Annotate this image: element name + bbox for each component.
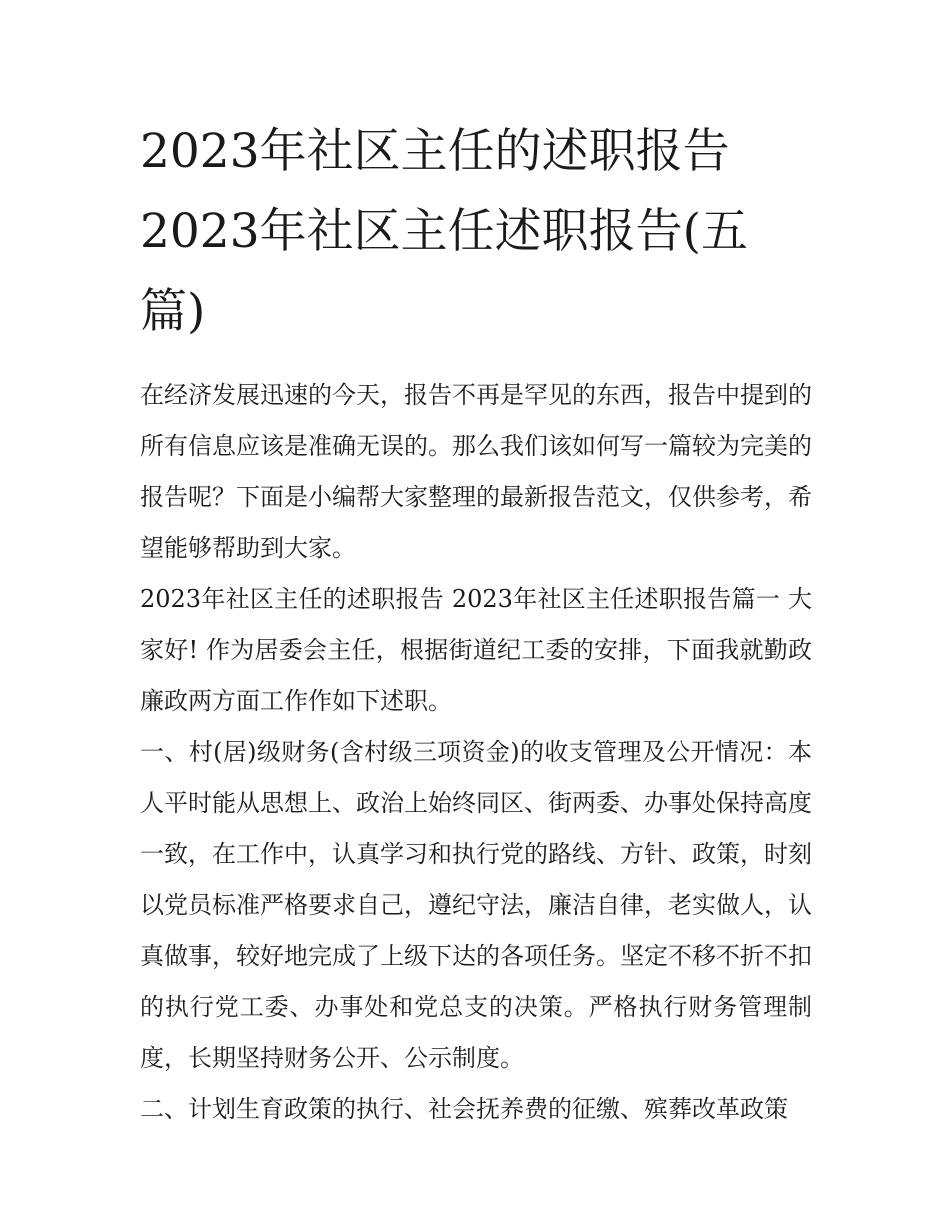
document-content [140, 112, 812, 1135]
title-line-2: 2023年社区主任述职报告(五 [140, 204, 748, 259]
paragraph-intro: 在经济发展迅速的今天，报告不再是罕见的东西，报告中提到的所有信息应该是准确无误的。那么我们该如何写一篇较为完美的报告呢？下面是小编帮大家整理的最新报告范文，仅供参考，希望能够帮助到大家。 [140, 381, 812, 562]
paragraph-section-2: 二、计划生育政策的执行、社会抚养费的征缴、殡葬改革政策 [140, 1095, 788, 1123]
paragraph-section-1: 一、村(居)级财务(含村级三项资金)的收支管理及公开情况：本人平时能从思想上、政治上始终同区、街两委、办事处保持高度一致，在工作中，认真学习和执行党的路线、方针、政策，时刻以党员标准严格要求自己，遵纪守法，廉洁自律，老实做人，认真做事，较好地完成了上级下达的各项任务。坚定不移不折不扣的执行党工委、办事处和党总支的决策。严格执行财务管理制度，长期坚持财务公开、公示制度。 [140, 738, 812, 1072]
document-body [140, 370, 812, 1135]
title-line-3: 篇) [140, 284, 206, 339]
title-line-1: 2023年社区主任的述职报告 [140, 124, 730, 179]
document-title [140, 112, 812, 352]
paragraph-opening: 2023年社区主任的述职报告 2023年社区主任述职报告篇一 大家好! 作为居委会主任，根据街道纪工委的安排，下面我就勤政廉政两方面工作作如下述职。 [140, 585, 812, 715]
